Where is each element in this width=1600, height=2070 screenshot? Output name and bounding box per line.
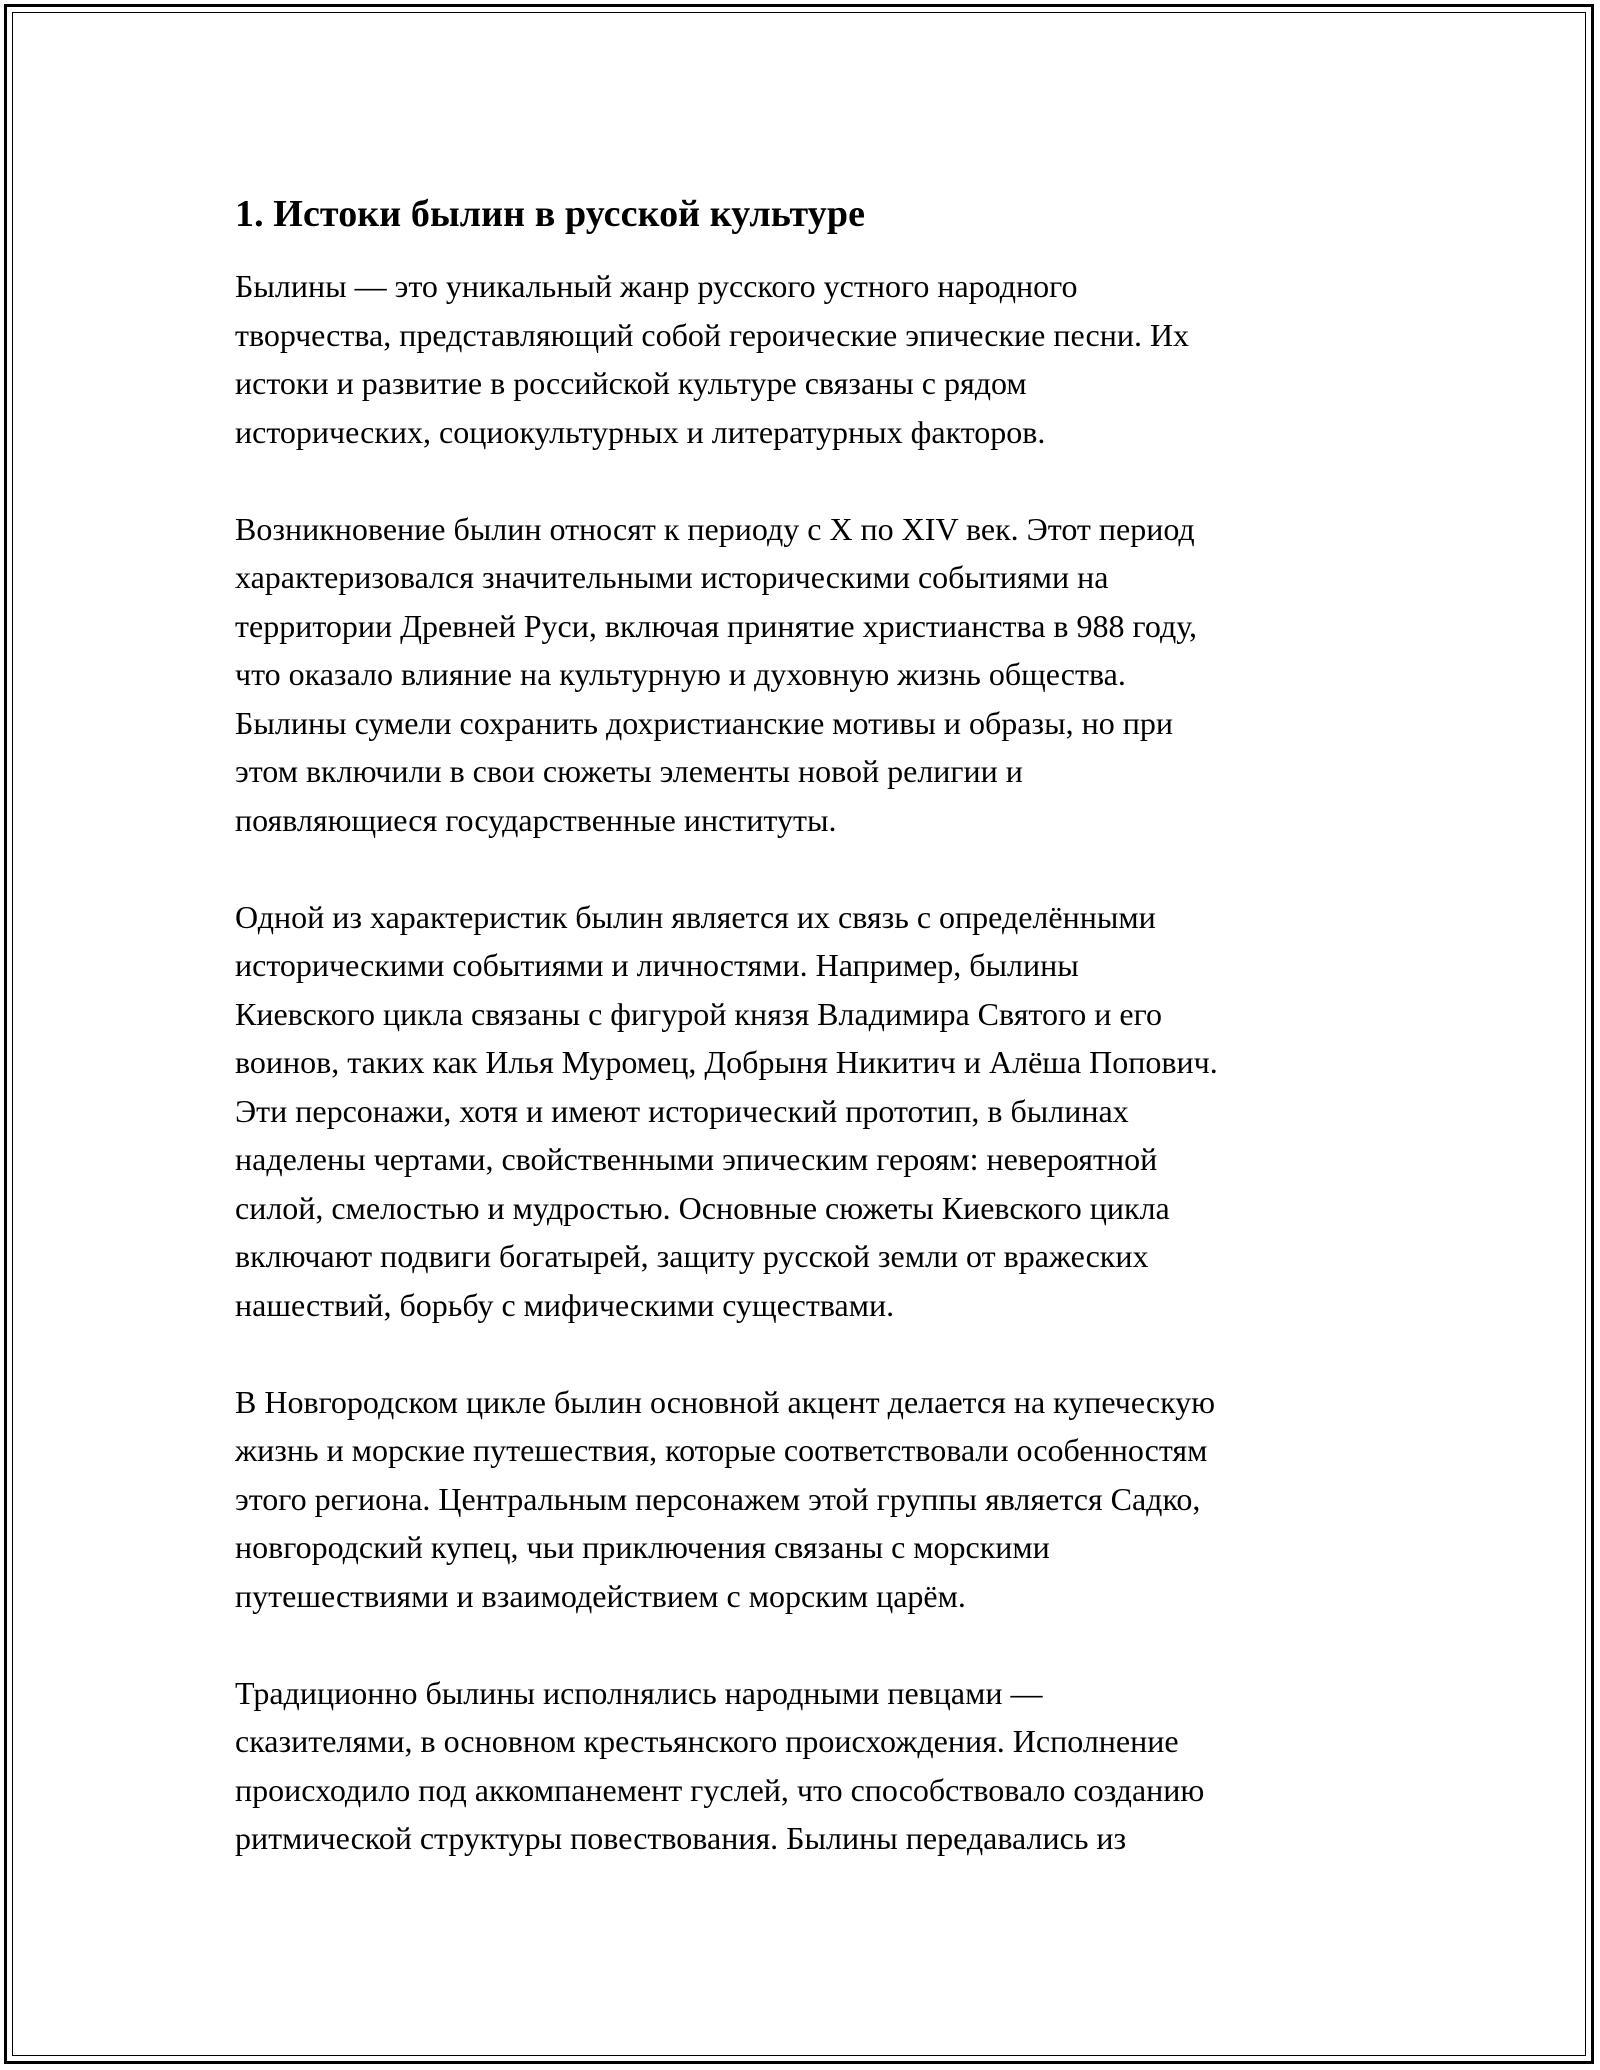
- paragraph-3: [235, 893, 1375, 1330]
- paragraph-line: характеризовался значительными историческими событиями на: [235, 559, 1109, 595]
- paragraph-4: [235, 1378, 1375, 1621]
- paragraph-line: Киевского цикла связаны с фигурой князя Владимира Святого и его: [235, 995, 1162, 1032]
- paragraph-line: Эти персонажи, хотя и имеют исторический прототип, в былинах: [235, 1092, 1129, 1129]
- paragraph-line: исторических, социокультурных и литературных факторов.: [235, 413, 1046, 450]
- paragraph-line: этого региона. Центральным персонажем этой группы является Садко,: [235, 1480, 1201, 1517]
- paragraph-line: Былины — это уникальный жанр русского устного народного: [235, 268, 1078, 304]
- paragraph-line: сказителями, в основном крестьянского происхождения. Исполнение: [235, 1723, 1179, 1759]
- paragraph-line: происходило под аккомпанемент гуслей, что способствовало созданию: [235, 1771, 1205, 1808]
- paragraph-line: творчества, представляющий собой героические эпические песни. Их: [235, 316, 1190, 353]
- section-heading: 1. Истоки былин в русской культуре: [235, 193, 866, 235]
- paragraph-line: ритмической структуры повествования. Былины передавались из: [235, 1820, 1127, 1856]
- paragraph-line: Одной из характеристик былин является их связь с определёнными: [235, 898, 1156, 935]
- paragraph-line: территории Древней Руси, включая принятие христианства в 988 году,: [235, 607, 1198, 644]
- paragraph-5: [235, 1669, 1375, 1863]
- paragraph-line: Традиционно былины исполнялись народными певцами —: [235, 1674, 1043, 1711]
- paragraph-line: силой, смелостью и мудростью. Основные сюжеты Киевского цикла: [235, 1189, 1170, 1226]
- paragraph-line: этом включили в свои сюжеты элементы новой религии и: [235, 753, 1023, 789]
- paragraph-line: воинов, таких как Илья Муромец, Добрыня Никитич и Алёша Попович.: [235, 1044, 1218, 1080]
- paragraph-line: Былины сумели сохранить дохристианские мотивы и образы, но при: [235, 704, 1173, 741]
- paragraph-1: [235, 262, 1375, 456]
- paragraph-line: В Новгородском цикле былин основной акцент делается на купеческую: [235, 1383, 1216, 1420]
- paragraph-line: нашествий, борьбу с мифическими существами.: [235, 1286, 895, 1323]
- paragraph-2: [235, 505, 1375, 845]
- paragraph-line: Возникновение былин относят к периоду с X по XIV век. Этот период: [235, 510, 1195, 547]
- document-body: [235, 186, 1375, 1911]
- paragraph-line: наделены чертами, свойственными эпическим героям: невероятной: [235, 1141, 1158, 1177]
- paragraph-line: появляющиеся государственные институты.: [235, 801, 837, 838]
- paragraph-line: что оказало влияние на культурную и духовную жизнь общества.: [235, 656, 1126, 692]
- paragraph-line: путешествиями и взаимодействием с морским царём.: [235, 1577, 966, 1614]
- paragraph-line: новгородский купец, чьи приключения связаны с морскими: [235, 1529, 1050, 1565]
- paragraph-line: истоки и развитие в российской культуре связаны с рядом: [235, 365, 1027, 401]
- paragraph-line: жизнь и морские путешествия, которые соответствовали особенностям: [235, 1432, 1208, 1468]
- paragraph-line: включают подвиги богатырей, защиту русской земли от вражеских: [235, 1238, 1149, 1274]
- paragraph-line: историческими событиями и личностями. Например, былины: [235, 947, 1079, 983]
